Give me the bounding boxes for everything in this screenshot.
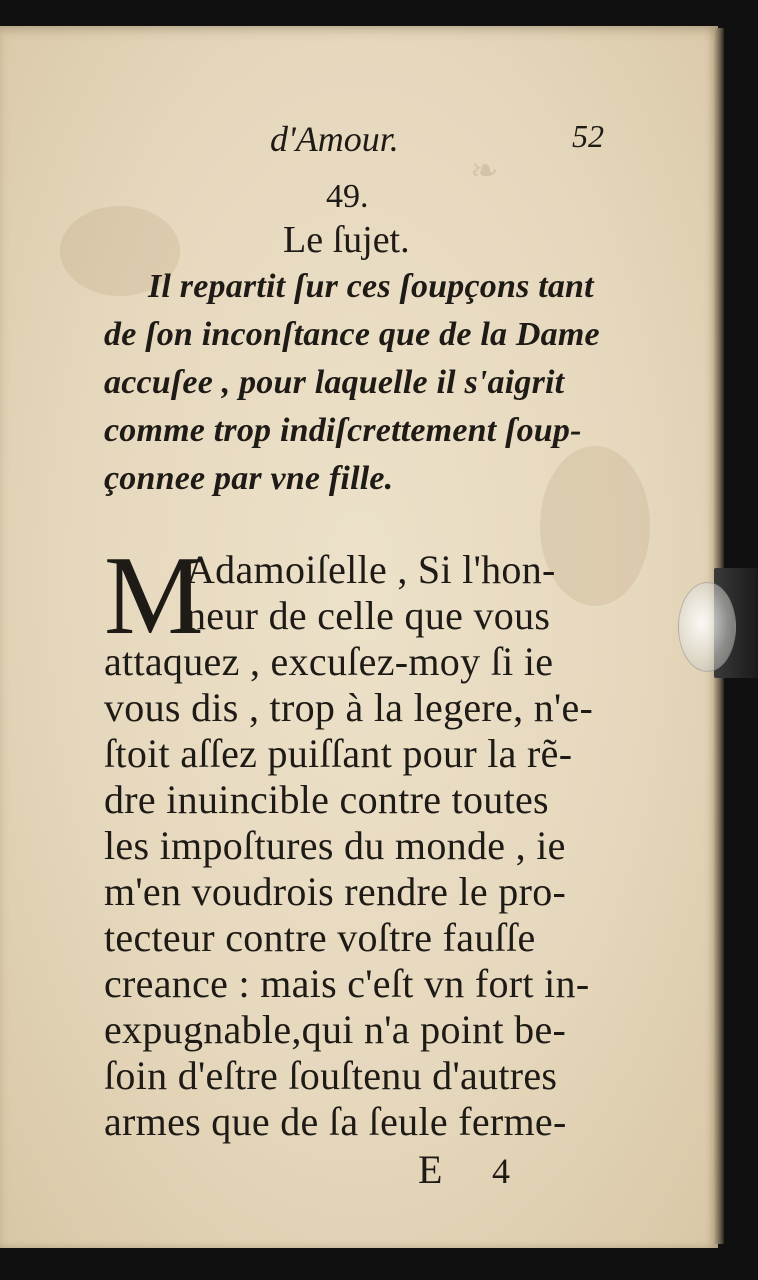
letter-line: neur de celle que vous bbox=[186, 593, 551, 638]
book-page bbox=[0, 26, 718, 1248]
letter-line: armes que de ſa ſeule ferme- bbox=[104, 1099, 567, 1144]
signature-mark: E bbox=[418, 1147, 443, 1192]
argument-line: Il repartit ſur ces ſoupçons tant bbox=[148, 268, 594, 305]
signature-number: 4 bbox=[492, 1151, 510, 1191]
letter-line: les impoſtures du monde , ie bbox=[104, 823, 566, 868]
letter-line: attaquez , excuſez-moy ſi ie bbox=[104, 639, 554, 684]
section-number: 49. bbox=[326, 178, 369, 215]
letter-line: ſtoit aſſez puiſſant pour la rẽ- bbox=[104, 731, 573, 776]
argument-line: de ſon inconſtance que de la Dame bbox=[104, 316, 600, 353]
letter-line: Adamoiſelle , Si l'hon- bbox=[186, 547, 556, 592]
argument-line: çonnee par vne fille. bbox=[104, 460, 394, 497]
letter-line: m'en voudrois rendre le pro- bbox=[104, 869, 567, 914]
clip-lens bbox=[678, 582, 736, 672]
letter-line: tecteur contre voſtre fauſſe bbox=[104, 915, 536, 960]
show-through-text: ❧ bbox=[470, 151, 499, 191]
paper-stain bbox=[540, 446, 650, 606]
running-header-title: d'Amour. bbox=[270, 119, 399, 159]
letter-line: vous dis , trop à la legere, n'e- bbox=[104, 685, 594, 730]
letter-line: creance : mais c'eſt vn fort in- bbox=[104, 961, 590, 1006]
page-number: 52 bbox=[572, 118, 604, 154]
letter-line: ſoin d'eſtre ſouſtenu d'autres bbox=[104, 1053, 558, 1098]
letter-line: dre inuincible contre toutes bbox=[104, 777, 549, 822]
section-subject-title: Le ſujet. bbox=[283, 219, 410, 261]
argument-line: accuſee , pour laquelle il s'aigrit bbox=[104, 364, 565, 401]
argument-line: comme trop indiſcrettement ſoup- bbox=[104, 412, 582, 449]
page-clip bbox=[678, 568, 758, 678]
drop-cap: M bbox=[104, 534, 204, 658]
letter-line: expugnable,qui n'a point be- bbox=[104, 1007, 567, 1052]
